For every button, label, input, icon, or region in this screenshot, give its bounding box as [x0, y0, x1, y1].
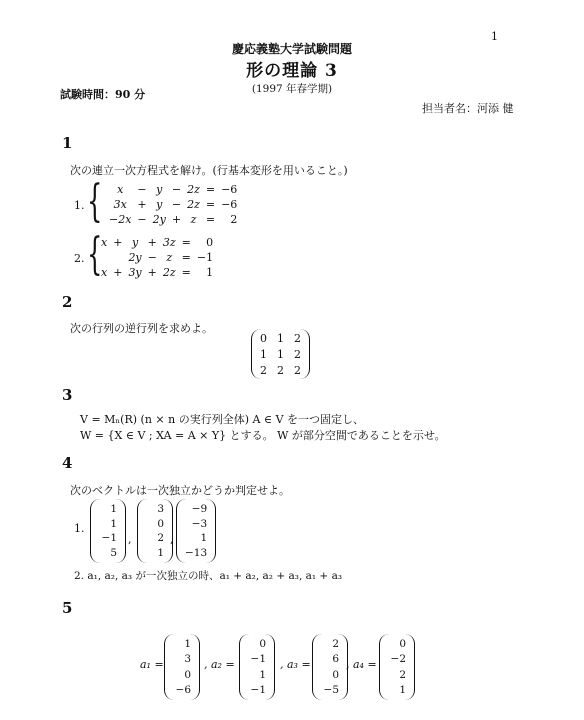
- question-3-line-1: V = Mₙ(R) (n × n の実行列全体) A ∈ V を一つ固定し、: [80, 413, 365, 426]
- matrix-row: [260, 331, 301, 347]
- vector-entry: 1: [184, 638, 191, 650]
- matrix-entry: 2: [277, 364, 284, 377]
- term-label: (1997 年春学期): [251, 83, 333, 95]
- equation-term: [98, 250, 110, 265]
- question-4-number: 4: [62, 454, 73, 472]
- vector-separator: ,: [128, 533, 132, 546]
- question-2-number: 2: [62, 293, 73, 311]
- equation-term: +: [147, 236, 157, 249]
- question-2-matrix: [251, 329, 310, 379]
- matrix-entry: 2: [294, 364, 301, 377]
- equation-term: =: [181, 266, 191, 279]
- question-3-line-2: W = {X ∈ V ; XA = A × Y} とする。 W が部分空間であることを示せ。: [80, 429, 446, 442]
- equation-term: y: [156, 183, 163, 196]
- equation-term: +: [113, 266, 123, 279]
- question-4-part-1-label: 1.: [74, 522, 85, 535]
- vector-label: , a₂ =: [204, 658, 235, 671]
- equation-term: 1: [206, 266, 214, 279]
- matrix-entry: 1: [260, 348, 267, 361]
- vector-entry: 6: [332, 653, 339, 666]
- equation-term: −: [147, 251, 157, 264]
- equation-term: 2z: [187, 198, 200, 211]
- equation-term: y: [131, 236, 139, 249]
- equation-term: =: [205, 213, 216, 226]
- equation-term: =: [205, 198, 216, 211]
- system-2-table: [98, 235, 216, 280]
- equation-term: −: [137, 183, 147, 196]
- equation-term: −2x: [109, 213, 132, 226]
- equation-term: 3x: [113, 198, 127, 211]
- matrix-entry: 2: [294, 332, 301, 345]
- equation-term: 3z: [162, 236, 176, 249]
- equation-term: +: [147, 266, 157, 279]
- vector-entry: 0: [259, 638, 266, 650]
- vector-entry: 1: [259, 668, 266, 681]
- vector-entry: 1: [157, 546, 164, 559]
- matrix-entry: 0: [260, 332, 267, 345]
- equation-term: 2y: [152, 213, 166, 226]
- system-1: [100, 182, 240, 227]
- vector-entry: 1: [110, 503, 117, 515]
- equation-term: 2z: [187, 183, 200, 196]
- column-vector: [379, 634, 415, 700]
- equation-term: z: [190, 213, 197, 226]
- system-1-table: [100, 182, 240, 227]
- equation-row: [98, 265, 216, 280]
- equation-term: x: [101, 266, 108, 279]
- vector-entry: −9: [191, 503, 208, 515]
- column-vector: [239, 634, 275, 700]
- equation-term: =: [181, 251, 191, 264]
- teacher-name: 担当者名：河添 健: [422, 102, 514, 115]
- equation-term: −: [137, 213, 147, 226]
- equation-term: 2: [230, 213, 238, 226]
- equation-term: 0: [206, 236, 214, 249]
- equation-row: [100, 212, 240, 227]
- equation-term: [110, 250, 125, 265]
- equation-term: 2y: [128, 251, 142, 264]
- question-5-number: 5: [62, 599, 73, 617]
- vector-entry: −1: [250, 683, 266, 696]
- equation-row: [100, 197, 240, 212]
- vector-entry: 2: [399, 668, 406, 681]
- equation-term: +: [113, 236, 123, 249]
- question-3-number: 3: [62, 386, 73, 404]
- vector-entry: −2: [390, 653, 406, 666]
- system-2-label: 2.: [74, 252, 85, 265]
- vector-label: , a₃ =: [280, 658, 311, 671]
- vector-entry: −3: [191, 517, 208, 530]
- equation-term: 3y: [128, 266, 142, 279]
- equation-term: z: [166, 251, 173, 264]
- equation-term: x: [101, 236, 108, 249]
- equation-term: y: [156, 198, 163, 211]
- vector-entry: 1: [200, 532, 208, 545]
- equation-term: −: [171, 198, 182, 211]
- vector-entry: 1: [110, 517, 117, 530]
- system-2: [98, 235, 216, 280]
- equation-term: +: [137, 198, 147, 211]
- equation-term: x: [117, 183, 124, 196]
- vector-entry: −13: [185, 546, 208, 559]
- equation-row: [98, 250, 216, 265]
- vector-entry: 0: [399, 638, 406, 650]
- column-vector: [164, 634, 200, 700]
- column-vector: [90, 499, 126, 563]
- equation-term: =: [181, 236, 191, 249]
- vector-entry: 2: [332, 638, 339, 650]
- equation-term: −6: [221, 198, 238, 211]
- question-2-instruction: 次の行列の逆行列を求めよ。: [70, 322, 213, 335]
- matrix-row: [260, 347, 301, 363]
- matrix-entry: 1: [277, 348, 284, 361]
- equation-row: [98, 235, 216, 250]
- vector-label: a₁ =: [140, 658, 164, 671]
- question-1-number: 1: [62, 134, 73, 152]
- system-1-brace: {: [87, 176, 103, 227]
- equation-row: [100, 182, 240, 197]
- vector-entry: 3: [157, 503, 164, 515]
- vector-separator: ,: [170, 533, 174, 546]
- equation-term: =: [205, 183, 216, 196]
- equation-term: −: [171, 183, 182, 196]
- question-1-instruction: 次の連立一次方程式を解け。(行基本変形を用いること。): [70, 164, 348, 177]
- vector-entry: 2: [157, 532, 164, 545]
- page-number: 1: [491, 30, 498, 43]
- matrix-entry: 2: [294, 348, 301, 361]
- vector-entry: −1: [250, 653, 266, 666]
- vector-entry: 5: [110, 546, 117, 559]
- column-vector: [312, 634, 348, 700]
- vector-entry: 0: [184, 668, 191, 681]
- question-4-instruction: 次のベクトルは一次独立かどうか判定せよ。: [70, 484, 290, 497]
- vector-entry: 3: [184, 653, 191, 666]
- matrix-entry: 1: [277, 332, 284, 345]
- matrix-entry: 2: [260, 364, 267, 377]
- matrix-row: [260, 363, 301, 379]
- equation-term: −1: [196, 251, 214, 264]
- vector-entry: −1: [101, 532, 117, 545]
- equation-term: −6: [221, 183, 238, 196]
- university-title: 慶応義塾大学試験問題: [231, 42, 352, 56]
- vector-entry: 1: [399, 683, 406, 696]
- system-1-label: 1.: [74, 199, 85, 212]
- question-4-part-2: 2. a₁, a₂, a₃ が一次独立の時、a₁ + a₂, a₂ + a₃, a₁ + a₃: [74, 570, 343, 582]
- equation-term: +: [171, 213, 182, 226]
- system-2-brace: {: [87, 229, 103, 280]
- column-vector: [176, 499, 216, 563]
- column-vector: [137, 499, 173, 563]
- vector-entry: −5: [323, 683, 339, 696]
- subject-title: 形の理論 3: [246, 61, 338, 81]
- vector-label: , a₄ =: [346, 658, 377, 671]
- vector-entry: 0: [157, 517, 164, 530]
- exam-duration: 試験時間：90 分: [60, 88, 146, 101]
- vector-entry: 0: [332, 668, 339, 681]
- vector-entry: −6: [175, 683, 191, 696]
- equation-term: 2z: [162, 266, 176, 279]
